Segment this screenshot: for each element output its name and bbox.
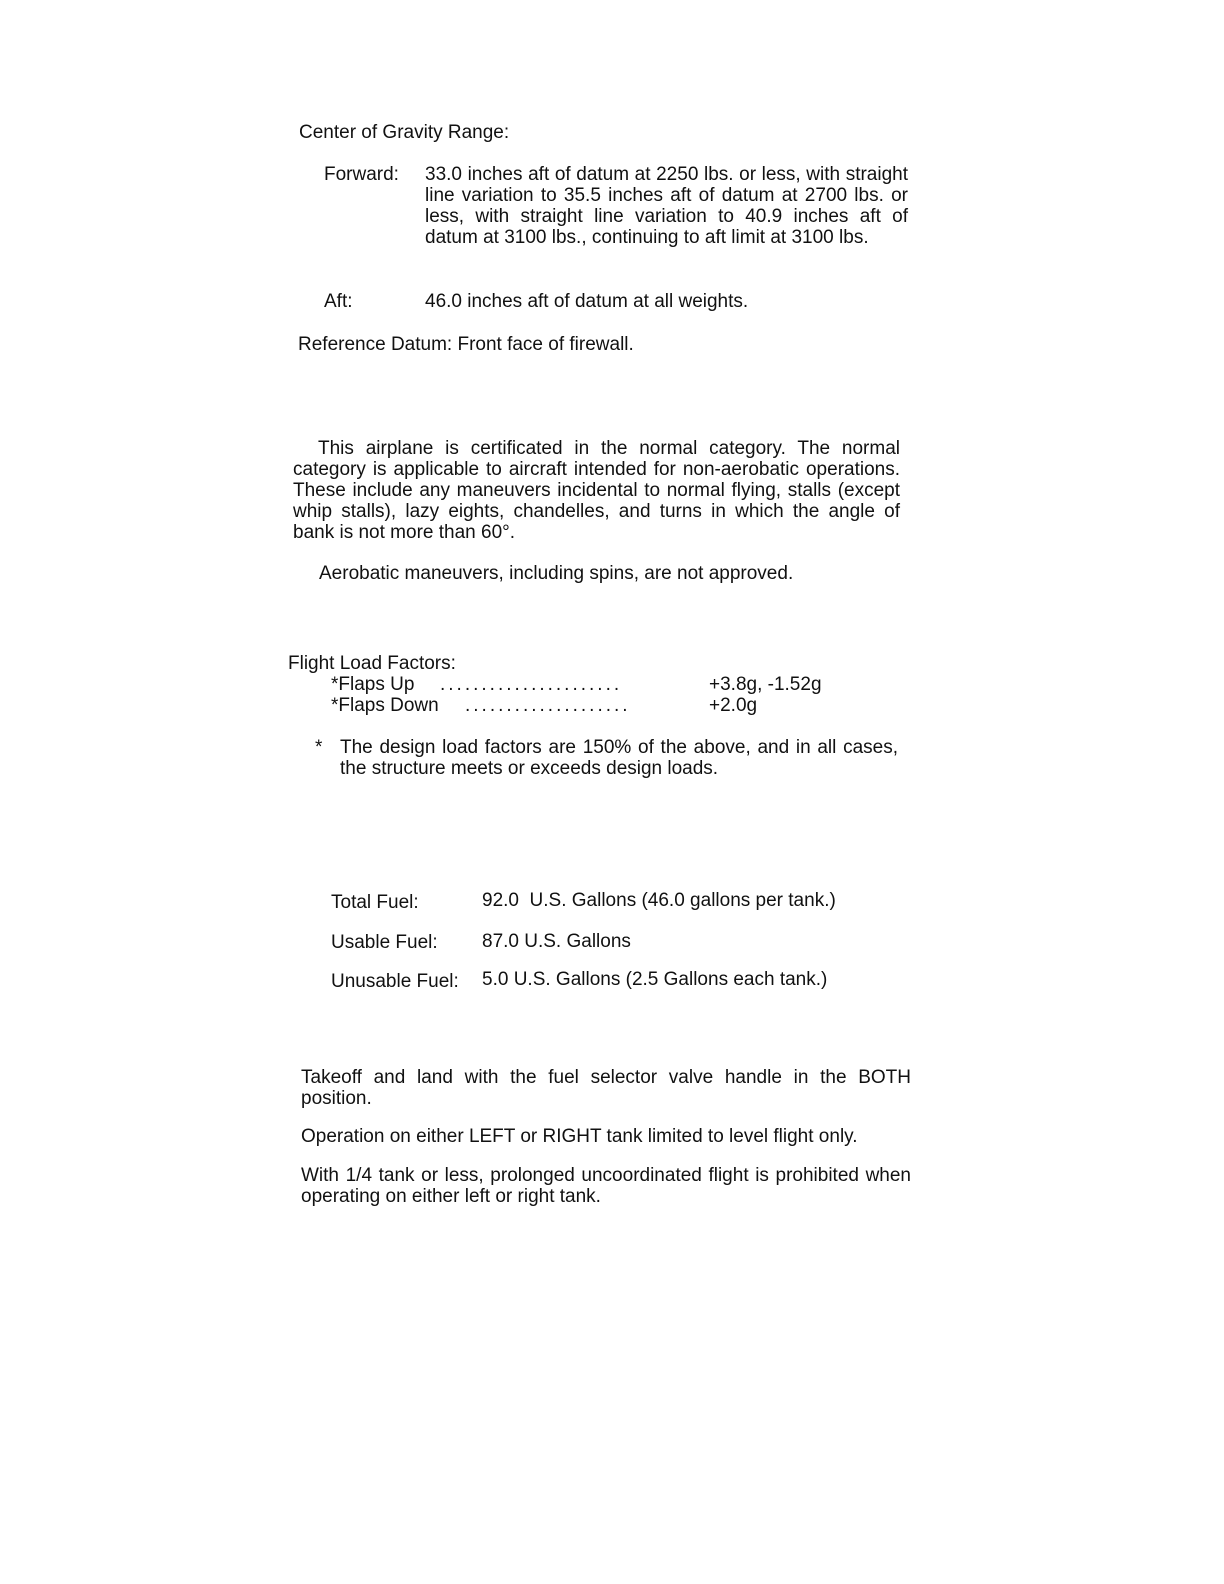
leader-dots: .................... [465,695,631,716]
fuel-single-tank-note: Operation on either LEFT or RIGHT tank limited to level flight only. [301,1126,858,1147]
load-factor-value: +2.0g [709,695,758,716]
cg-aft-text: 46.0 inches aft of datum at all weights. [425,291,749,312]
aerobatic-note: Aerobatic maneuvers, including spins, are not approved. [319,563,794,584]
footnote-mark: * [315,737,323,758]
load-factors-heading: Flight Load Factors: [288,653,456,674]
fuel-label: Total Fuel: [331,892,419,913]
footnote-text: The design load factors are 150% of the above, and in all cases, the structure meets or exceeds design loads. [340,737,898,779]
fuel-value: 87.0 U.S. Gallons [482,931,631,952]
fuel-label: Usable Fuel: [331,932,438,953]
cg-forward-label: Forward: [324,164,399,185]
fuel-takeoff-note: Takeoff and land with the fuel selector valve handle in the BOTH position. [301,1067,911,1109]
category-paragraph: This airplane is certificated in the normal category. The normal category is applicable to aircraft intended for non-aerobatic operations. These include any maneuvers incidental to normal flying, stalls (except whip stalls), lazy eights, chandelles, and turns in which the angle of bank is not more than 60°. [293,438,900,543]
leader-dots: ...................... [440,674,623,695]
load-factor-value: +3.8g, -1.52g [709,674,822,695]
cg-forward-text: 33.0 inches aft of datum at 2250 lbs. or less, with straight line variation to 35.5 inches aft of datum at 2700 lbs. or less, with straight line variation to 40.9 inches aft of datum at 3100 lbs., continuing to aft limit at 3100 lbs. [425,164,908,248]
load-factor-label: *Flaps Up [331,674,415,695]
fuel-label: Unusable Fuel: [331,971,459,992]
fuel-value: 5.0 U.S. Gallons (2.5 Gallons each tank.) [482,969,828,990]
reference-datum: Reference Datum: Front face of firewall. [298,334,634,355]
fuel-value: 92.0 U.S. Gallons (46.0 gallons per tank.) [482,890,836,911]
fuel-uncoordinated-note: With 1/4 tank or less, prolonged uncoordinated flight is prohibited when operating on either left or right tank. [301,1165,911,1207]
load-factor-label: *Flaps Down [331,695,439,716]
cg-heading: Center of Gravity Range: [299,122,510,143]
cg-aft-label: Aft: [324,291,353,312]
